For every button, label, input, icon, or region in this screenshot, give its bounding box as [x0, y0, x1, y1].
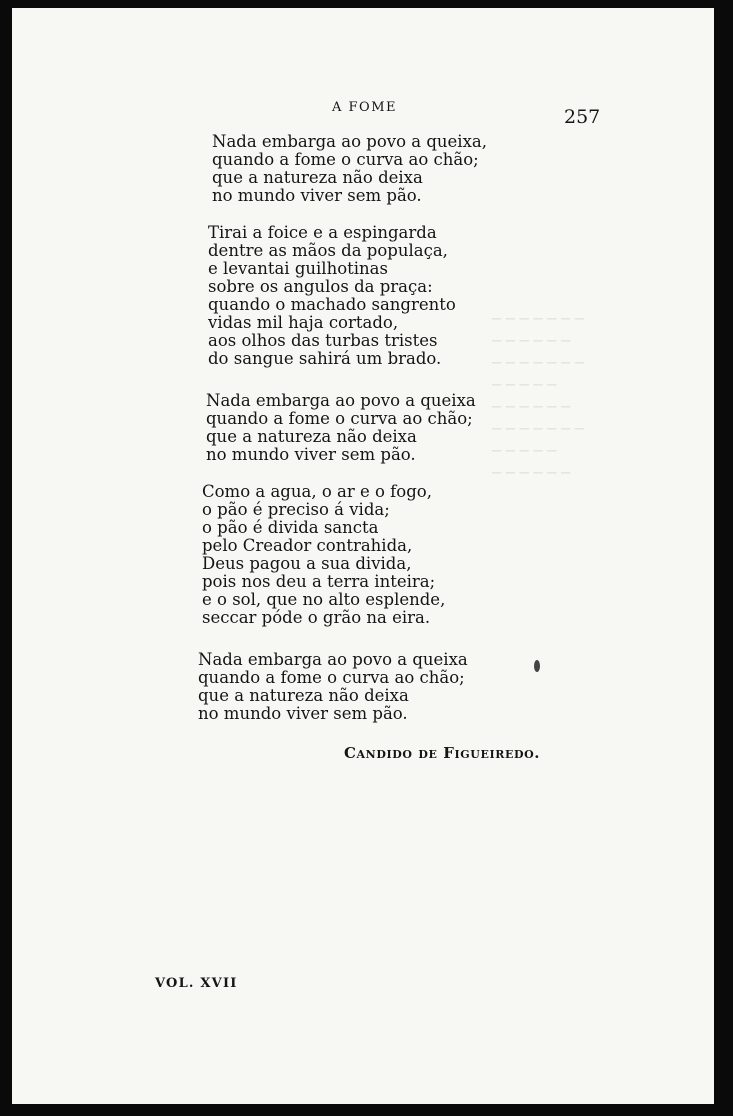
poem-line: Deus pagou a sua divida, — [202, 554, 412, 573]
poem-line: sobre os angulos da praça: — [208, 277, 433, 296]
poem-line: no mundo viver sem pão. — [206, 445, 416, 464]
poem-line: o pão é divida sancta — [202, 518, 379, 537]
poem-line: vidas mil haja cortado, — [208, 313, 399, 332]
poem-line: do sangue sahirá um brado. — [208, 349, 442, 368]
book-page — [12, 8, 714, 1104]
stanza-1 — [212, 133, 487, 205]
poem-line: aos olhos das turbas tristes — [208, 331, 438, 350]
page-number: 257 — [564, 106, 601, 128]
poem-line: dentre as mãos da populaça, — [208, 241, 448, 260]
poem-line: e levantai guilhotinas — [208, 259, 388, 278]
poem-line: seccar póde o grão na eira. — [202, 608, 431, 627]
stanza-2 — [208, 224, 456, 368]
stanza-3 — [206, 392, 476, 464]
poem-line: quando a fome o curva ao chão; — [212, 150, 479, 169]
author-signature: Candido de Figueiredo. — [344, 744, 541, 762]
poem-line: Nada embarga ao povo a queixa — [206, 391, 476, 410]
poem-line: no mundo viver sem pão. — [212, 186, 422, 205]
volume-footer: VOL. XVII — [155, 976, 238, 991]
poem-line: pelo Creador contrahida, — [202, 536, 413, 555]
stanza-4 — [202, 483, 445, 627]
poem-line: o pão é preciso á vida; — [202, 500, 390, 519]
poem-line: Como a agua, o ar e o fogo, — [202, 482, 432, 501]
poem-line: que a natureza não deixa — [206, 427, 417, 446]
stanza-5 — [198, 651, 468, 723]
poem-line: Nada embarga ao povo a queixa — [198, 650, 468, 669]
ink-speck — [534, 660, 540, 672]
poem-line: quando o machado sangrento — [208, 295, 456, 314]
poem-line: pois nos deu a terra inteira; — [202, 572, 436, 591]
bleed-through-text: ─ ─ ─ ─ ─ ─ ─ ─ ─ ─ ─ ─ ─ ─ ─ ─ ─ ─ ─ ─ ─ ─ ─ ─ ─ ─ ─ ─ ─ ─ ─ ─ ─ ─ ─ ─ ─ ─ ─ ─ ─ ─ ─ ─ ─ ─ ─ ─ ─ — [492, 310, 584, 482]
running-title: A FOME — [332, 100, 397, 115]
poem-line: que a natureza não deixa — [198, 686, 409, 705]
poem-line: e o sol, que no alto esplende, — [202, 590, 446, 609]
poem-line: quando a fome o curva ao chão; — [206, 409, 473, 428]
poem-line: Nada embarga ao povo a queixa, — [212, 132, 487, 151]
poem-line: quando a fome o curva ao chão; — [198, 668, 465, 687]
poem-line: que a natureza não deixa — [212, 168, 423, 187]
poem-line: no mundo viver sem pão. — [198, 704, 408, 723]
poem-line: Tirai a foice e a espingarda — [208, 223, 437, 242]
